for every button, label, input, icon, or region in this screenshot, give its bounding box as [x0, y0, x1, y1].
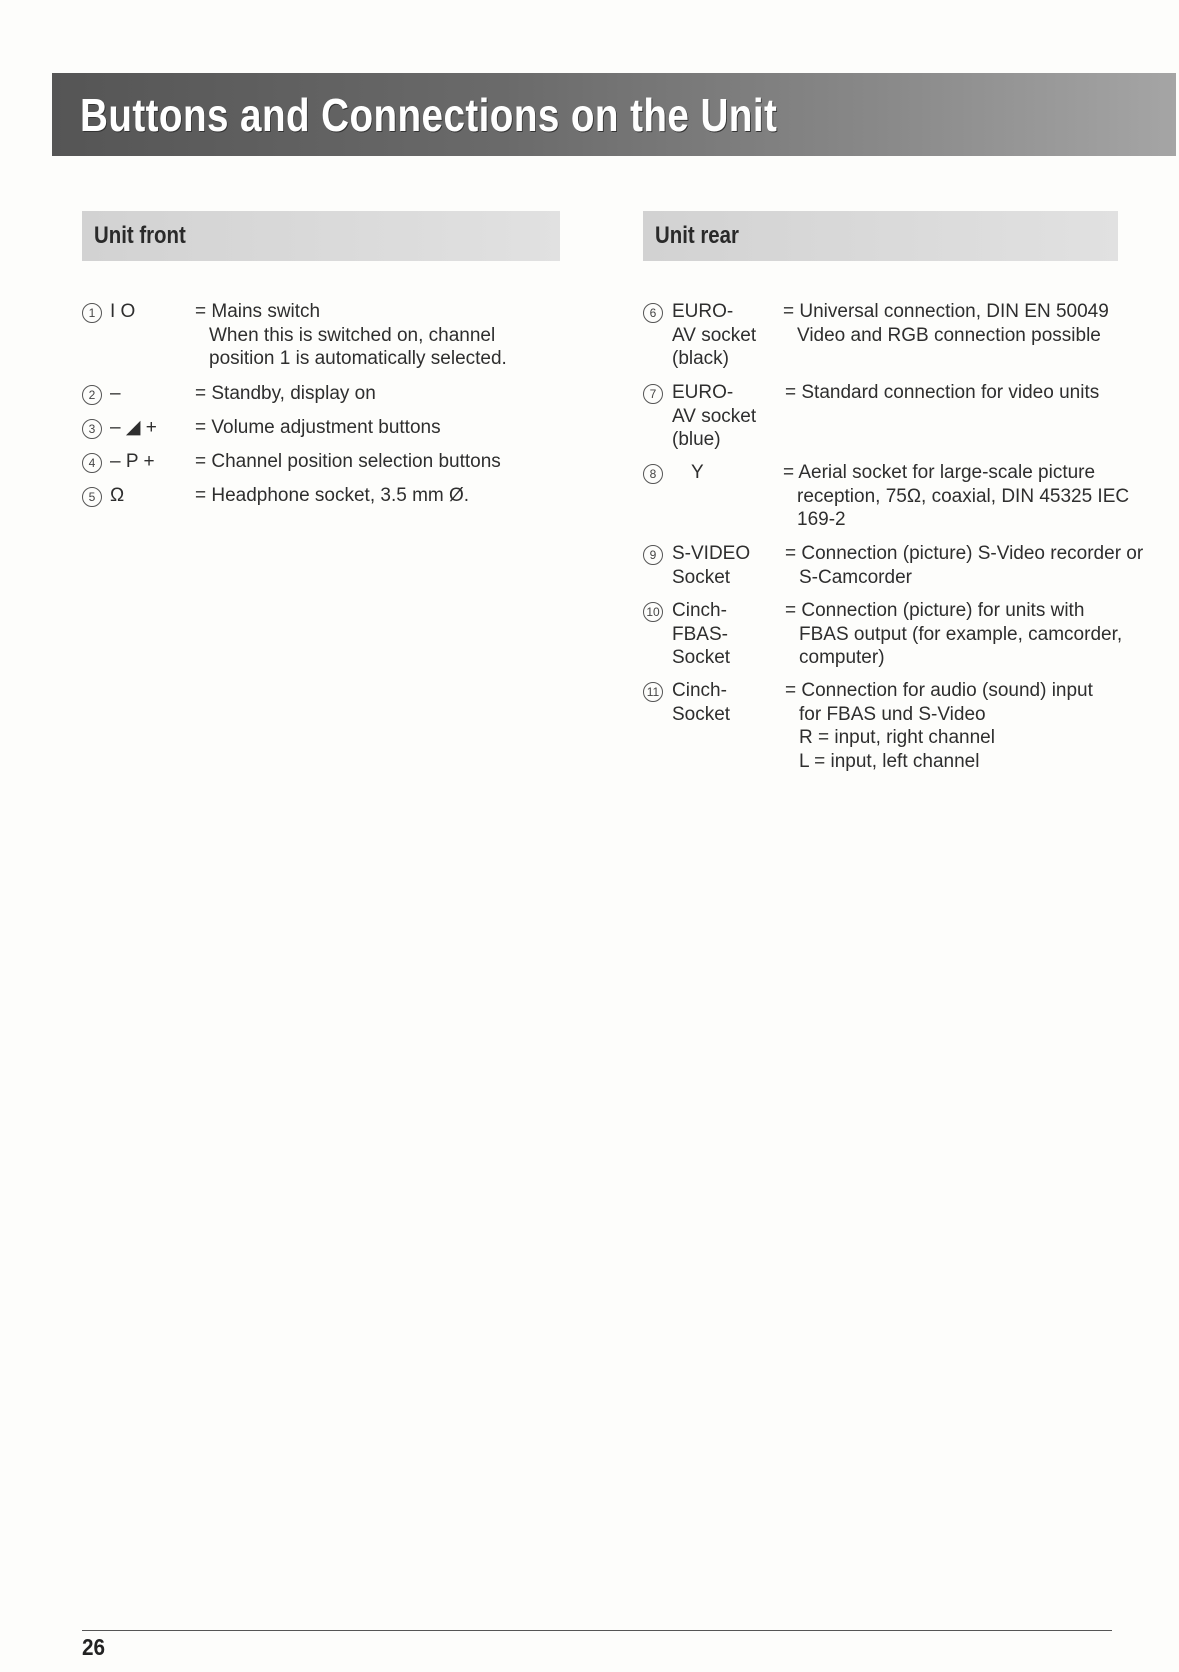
item-number: 2: [82, 385, 102, 405]
channel-symbol-icon: – P +: [110, 451, 155, 472]
item-description: = Volume adjustment buttons: [195, 417, 441, 438]
item-number: 4: [82, 453, 102, 473]
item-number: 10: [643, 602, 663, 622]
connector-name: Cinch- Socket: [672, 680, 731, 725]
item-description: = Mains switch When this is switched on, channel position 1 is automatically selected.: [195, 301, 507, 369]
item-description: = Connection (picture) S-Video recorder or S-Camcorder: [785, 543, 1144, 588]
section-heading-front-label: Unit front: [94, 222, 186, 249]
item-description: = Channel position selection buttons: [195, 451, 501, 472]
item-number: 1: [82, 303, 102, 323]
item-description: = Standby, display on: [195, 383, 376, 404]
page-number: 26: [82, 1634, 106, 1660]
power-symbol-icon: I O: [110, 301, 136, 322]
item-number: 7: [643, 384, 663, 404]
item-description: = Connection (picture) for units with FBAS output (for example, camcorder, computer): [785, 600, 1123, 668]
page-title: Buttons and Connections on the Unit: [80, 89, 778, 141]
connector-name: S-VIDEO Socket: [672, 543, 751, 588]
item-number: 5: [82, 487, 102, 507]
item-description: = Headphone socket, 3.5 mm Ø.: [195, 485, 470, 506]
section-heading-rear: [643, 211, 1118, 261]
item-number: 9: [643, 545, 663, 565]
connector-name: EURO- AV socket (black): [672, 301, 757, 369]
item-description: = Universal connection, DIN EN 50049 Video and RGB connection possible: [783, 301, 1109, 346]
connector-name: EURO- AV socket (blue): [672, 382, 757, 450]
item-number: 3: [82, 419, 102, 439]
section-heading-rear-label: Unit rear: [655, 222, 739, 249]
item-description: = Aerial socket for large-scale picture reception, 75Ω, coaxial, DIN 45325 IEC 169-2: [783, 462, 1130, 530]
volume-symbol-icon: – ◢ +: [110, 417, 157, 438]
item-description: = Connection for audio (sound) input for FBAS und S-Video R = input, right channel L = input, left channel: [785, 680, 1093, 772]
item-number: 6: [643, 303, 663, 323]
item-description: = Standard connection for video units: [785, 382, 1100, 403]
standby-symbol-icon: –: [110, 383, 121, 404]
item-number: 11: [643, 682, 663, 702]
section-heading-front: [82, 211, 560, 261]
item-number: 8: [643, 464, 663, 484]
aerial-icon: Y: [691, 462, 704, 483]
connector-name: Cinch- FBAS- Socket: [672, 600, 731, 668]
headphone-icon: Ω: [110, 485, 125, 506]
footer-divider: [82, 1630, 1112, 1631]
